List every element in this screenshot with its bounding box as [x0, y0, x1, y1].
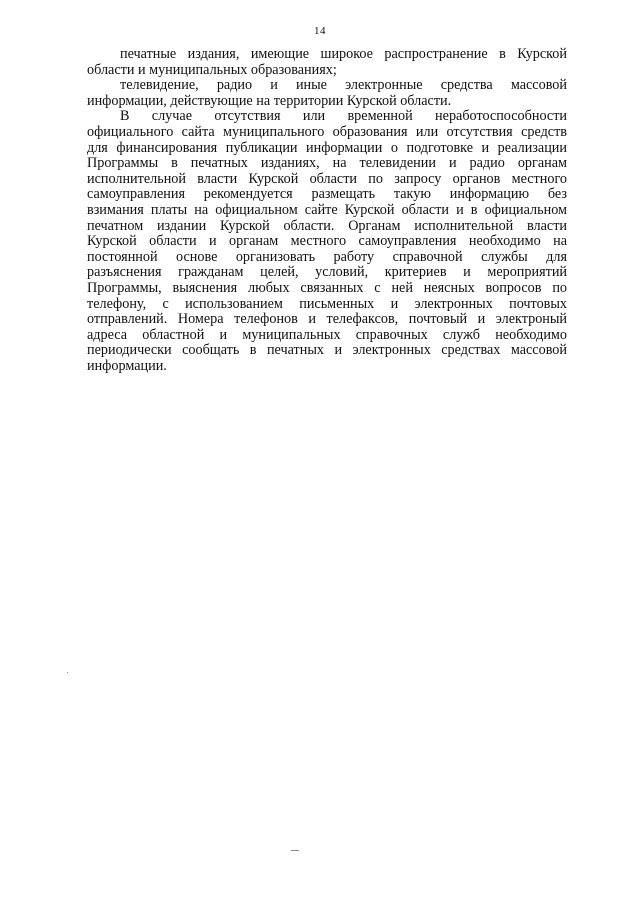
scan-speck [67, 672, 68, 673]
text-line: адреса областной и муниципальных справочных служб необходимо [87, 326, 567, 343]
text-line: информации, действующие на территории Курской области. [87, 92, 452, 109]
text-line: Программы в печатных изданиях, на телевидении и радио органам [87, 155, 567, 172]
text-line: печатном издании Курской области. Органам исполнительной власти [87, 217, 567, 234]
text-line: разъяснения гражданам целей, условий, критериев и мероприятий [87, 264, 567, 281]
page-number: 14 [314, 25, 326, 37]
body-text [87, 47, 567, 374]
text-line: В случае отсутствия или временной неработоспособности [120, 108, 567, 125]
text-line: взимания платы на официальном сайте Курской области и в официальном [87, 201, 567, 218]
text-line: печатные издания, имеющие широкое распространение в Курской [120, 46, 567, 62]
text-line: отправлений. Номера телефонов и телефаксов, почтовый и электроный [87, 311, 567, 328]
text-line: области и муниципальных образованиях; [87, 61, 337, 78]
text-line: Программы, выяснения любых связанных с ней неясных вопросов по [87, 279, 567, 296]
text-line: для финансирования публикации информации о подготовке и реализации [87, 139, 567, 156]
text-line: исполнительной власти Курской области по запросу органов местного [87, 170, 567, 187]
text-line: телефону, с использованием письменных и электронных почтовых [87, 295, 567, 312]
text-line: Курской области и органам местного самоуправления необходимо на [87, 233, 567, 250]
text-line: информации. [87, 357, 167, 374]
text-line: официального сайта муниципального образования или отсутствия средств [87, 123, 567, 140]
text-line: постоянной основе организовать работу справочной службы для [87, 248, 567, 265]
scan-speck [291, 850, 299, 851]
text-line: периодически сообщать в печатных и электронных средствах массовой [87, 342, 567, 359]
text-line: телевидение, радио и иные электронные средства массовой [120, 77, 567, 94]
text-line: самоуправления рекомендуется размещать такую информацию без [87, 186, 567, 203]
